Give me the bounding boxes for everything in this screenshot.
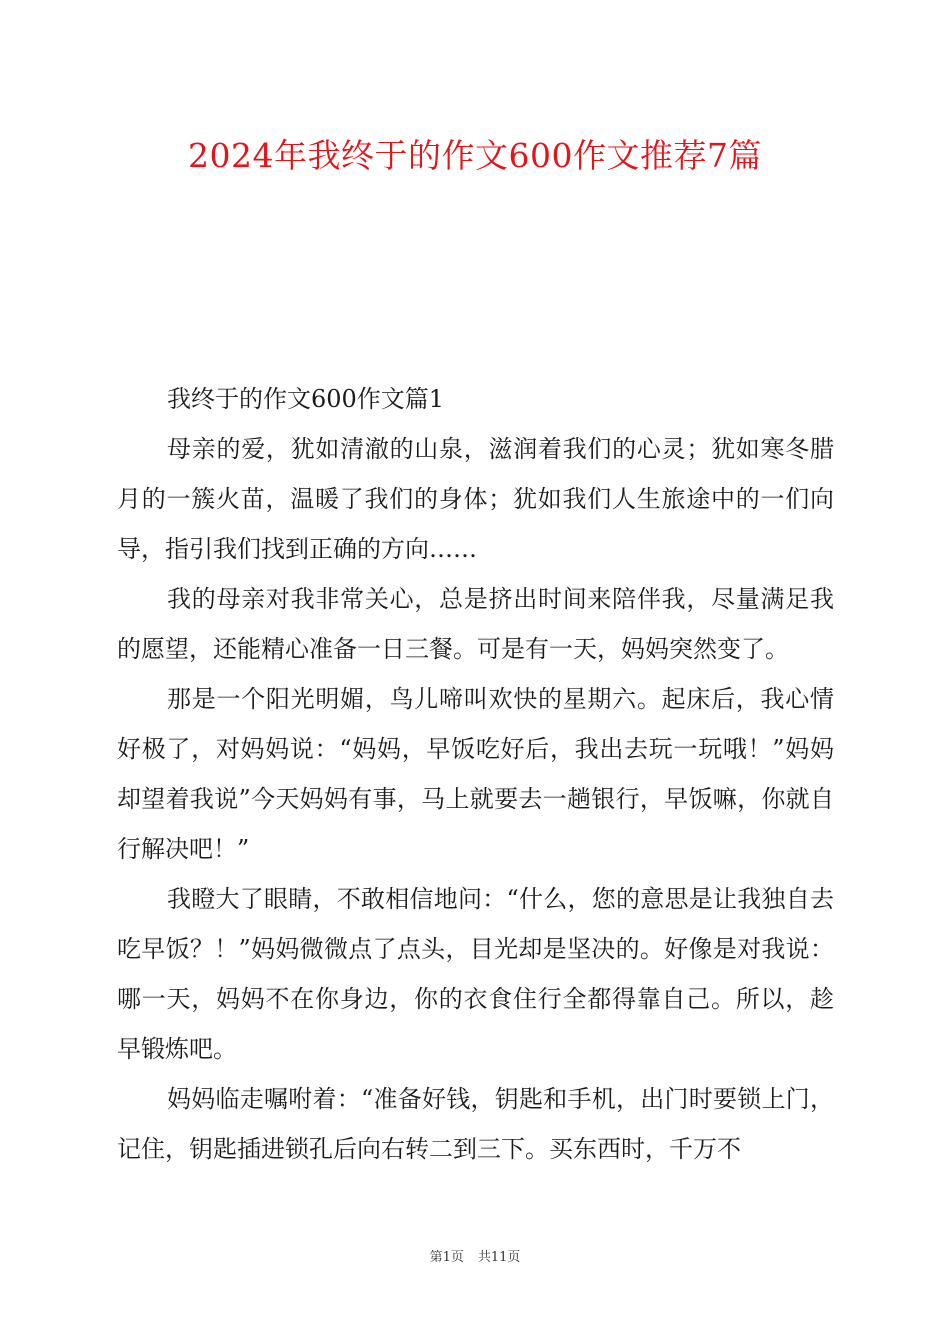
page-footer	[0, 1248, 950, 1268]
paragraph: 妈妈临走嘱咐着：“准备好钱，钥匙和手机，出门时要锁上门，记住，钥匙插进锁孔后向右转二到三下。买东西时，千万不	[117, 1085, 834, 1163]
section-heading: 我终于的作文600作文篇1	[167, 385, 445, 413]
paragraph: 那是一个阳光明媚，鸟儿啼叫欢快的星期六。起床后，我心情好极了，对妈妈说：“妈妈，早饭吃好后，我出去玩一玩哦！”妈妈却望着我说”今天妈妈有事，马上就要去一趟银行，早饭嘛，你就自行解决吧！”	[117, 685, 834, 863]
page-number-current: 第1页	[429, 1250, 464, 1265]
document-title: 2024年我终于的作文600作文推荐7篇	[188, 136, 762, 175]
document-body	[117, 374, 834, 1174]
paragraph: 我瞪大了眼睛，不敢相信地问：“什么，您的意思是让我独自去吃早饭？！”妈妈微微点了点头，目光却是坚决的。好像是对我说：哪一天，妈妈不在你身边，你的衣食住行全都得靠自己。所以，趁早锻炼吧。	[117, 885, 834, 1063]
page-number-total: 共11页	[477, 1250, 521, 1265]
paragraph: 我的母亲对我非常关心，总是挤出时间来陪伴我，尽量满足我的愿望，还能精心准备一日三餐。可是有一天，妈妈突然变了。	[117, 585, 834, 663]
paragraph: 母亲的爱，犹如清澈的山泉，滋润着我们的心灵；犹如寒冬腊月的一簇火苗，温暖了我们的身体；犹如我们人生旅途中的一们向导，指引我们找到正确的方向……	[117, 435, 834, 563]
